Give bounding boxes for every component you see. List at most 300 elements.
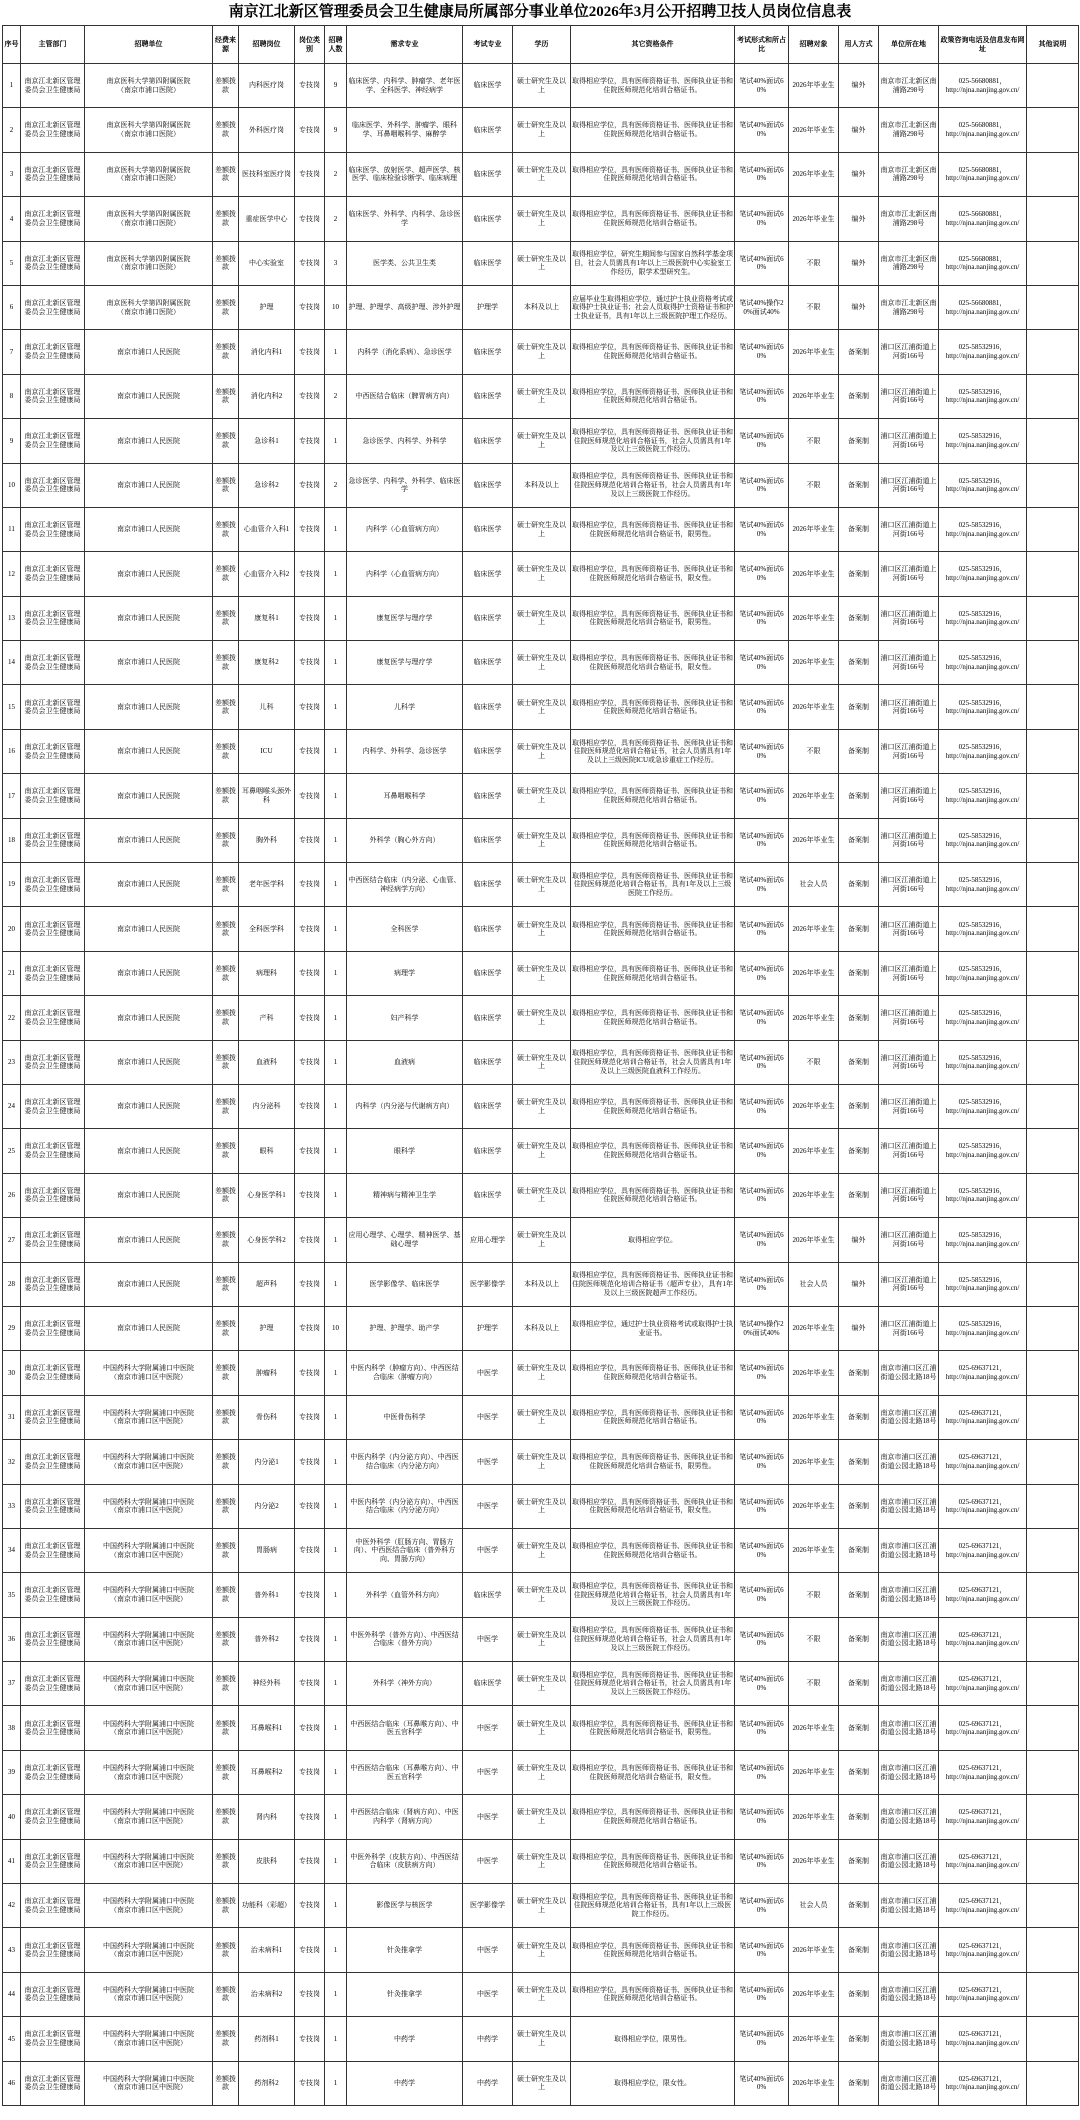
cell-no: 12: [3, 552, 21, 596]
cell-target: 2026年毕业生: [789, 818, 839, 862]
cell-post: 医技科室医疗岗: [239, 152, 295, 196]
cell-funding: 差额拨款: [213, 1306, 239, 1350]
job-positions-table: [2, 25, 1079, 2106]
cell-location: 南京市江北新区南浦路298号: [879, 64, 939, 108]
cell-education: 本科及以上: [513, 1306, 571, 1350]
cell-dept: 南京江北新区管理委员会卫生健康局: [21, 996, 85, 1040]
cell-education: 硕士研究生及以上: [513, 2061, 571, 2105]
cell-category: 专技岗: [295, 1573, 325, 1617]
cell-location: 浦口区江浦街道上河街166号: [879, 596, 939, 640]
table-row: [3, 996, 1079, 1040]
info-url-link[interactable]: http://njna.nanjing.gov.cn/: [945, 485, 1020, 494]
cell-exam-major: 临床医学: [463, 818, 513, 862]
cell-post: 治未病科2: [239, 1972, 295, 2016]
cell-employment: 备案制: [839, 1040, 879, 1084]
cell-post: 心血管介入科1: [239, 507, 295, 551]
cell-location: 浦口区江浦街道上河街166号: [879, 1129, 939, 1173]
cell-dept: 南京江北新区管理委员会卫生健康局: [21, 1662, 85, 1706]
cell-target: 2026年毕业生: [789, 907, 839, 951]
cell-requirements: 取得相应学位，研究生期间参与国家自然科学基金项目，社会人员需具有1年以上三级医院中心实验室工作经历，限学术型研究生。: [571, 241, 735, 285]
cell-dept: 南京江北新区管理委员会卫生健康局: [21, 641, 85, 685]
info-url-link[interactable]: http://njna.nanjing.gov.cn/: [945, 1328, 1020, 1337]
cell-requirements: 取得相应学位，具有医师资格证书、医师执业证书和住院医师规范化培训合格证书。: [571, 64, 735, 108]
info-url-link[interactable]: http://njna.nanjing.gov.cn/: [945, 1950, 1020, 1959]
cell-major: 中西医结合临床（脾胃病方向）: [347, 374, 463, 418]
cell-count: 1: [325, 1262, 347, 1306]
cell-unit: 南京医科大学第四附属医院 （南京市浦口医院）: [85, 152, 213, 196]
cell-contact: [939, 863, 1027, 907]
cell-location: 浦口区江浦街道上河街166号: [879, 774, 939, 818]
cell-post: 胃肠病: [239, 1528, 295, 1572]
cell-contact: [939, 1129, 1027, 1173]
cell-funding: 差额拨款: [213, 1839, 239, 1883]
cell-education: 硕士研究生及以上: [513, 863, 571, 907]
cell-count: 1: [325, 1662, 347, 1706]
cell-unit: 南京市浦口人民医院: [85, 507, 213, 551]
info-url-link[interactable]: http://njna.nanjing.gov.cn/: [945, 1994, 1020, 2003]
cell-unit: 南京市浦口人民医院: [85, 1040, 213, 1084]
info-url-link[interactable]: http://njna.nanjing.gov.cn/: [945, 1151, 1020, 1160]
info-url-link[interactable]: http://njna.nanjing.gov.cn/: [945, 1195, 1020, 1204]
cell-exam-major: 临床医学: [463, 197, 513, 241]
cell-funding: 差额拨款: [213, 197, 239, 241]
info-url-link[interactable]: http://njna.nanjing.gov.cn/: [945, 2083, 1020, 2092]
cell-requirements: 取得相应学位，具有医师资格证书、医师执业证书和住院医师规范化培训合格证书。: [571, 996, 735, 1040]
cell-post: 皮肤科: [239, 1839, 295, 1883]
info-url-link[interactable]: http://njna.nanjing.gov.cn/: [945, 1017, 1020, 1026]
cell-post: 心身医学科2: [239, 1218, 295, 1262]
cell-unit: 南京市浦口人民医院: [85, 996, 213, 1040]
cell-count: 2: [325, 463, 347, 507]
cell-requirements: 取得相应学位，具有医师资格证书、医师执业证书和住院医师规范化培训合格证书。: [571, 685, 735, 729]
table-row: [3, 596, 1079, 640]
info-url-link[interactable]: http://njna.nanjing.gov.cn/: [945, 1550, 1020, 1559]
cell-major: 外科学（血管外科方向）: [347, 1573, 463, 1617]
info-url-link[interactable]: http://njna.nanjing.gov.cn/: [945, 352, 1020, 361]
cell-count: 1: [325, 419, 347, 463]
info-url-link[interactable]: http://njna.nanjing.gov.cn/: [945, 1373, 1020, 1382]
cell-no: 45: [3, 2017, 21, 2061]
cell-notes: [1027, 1928, 1079, 1972]
cell-funding: 差额拨款: [213, 152, 239, 196]
cell-post: 中心实验室: [239, 241, 295, 285]
cell-post: 肾内科: [239, 1795, 295, 1839]
cell-dept: 南京江北新区管理委员会卫生健康局: [21, 818, 85, 862]
cell-notes: [1027, 1795, 1079, 1839]
contact-phone: 025-58532916，: [958, 1009, 1007, 1018]
cell-location: 浦口区江浦街道上河街166号: [879, 818, 939, 862]
cell-education: 硕士研究生及以上: [513, 152, 571, 196]
cell-contact: [939, 1573, 1027, 1617]
cell-count: 2: [325, 152, 347, 196]
cell-dept: 南京江北新区管理委员会卫生健康局: [21, 1706, 85, 1750]
contact-phone: 025-58532916，: [958, 521, 1007, 529]
cell-contact: [939, 729, 1027, 773]
contact-phone: 025-58532916，: [958, 1186, 1007, 1195]
cell-funding: 差额拨款: [213, 951, 239, 995]
cell-employment: 备案制: [839, 1750, 879, 1794]
cell-location: 南京市浦口区江浦街道公园北路18号: [879, 1528, 939, 1572]
cell-employment: 编外: [839, 1262, 879, 1306]
info-url-link[interactable]: http://njna.nanjing.gov.cn/: [945, 1594, 1020, 1603]
contact-phone: 025-58532916，: [958, 654, 1007, 663]
cell-unit: 南京市浦口人民医院: [85, 729, 213, 773]
cell-funding: 差额拨款: [213, 729, 239, 773]
cell-exam-form: 笔试40%面试60%: [735, 1617, 789, 1661]
info-url-link[interactable]: http://njna.nanjing.gov.cn/: [945, 1683, 1020, 1692]
cell-no: 32: [3, 1440, 21, 1484]
cell-post: 耳鼻喉科2: [239, 1750, 295, 1794]
cell-notes: [1027, 1084, 1079, 1128]
info-url-link[interactable]: http://njna.nanjing.gov.cn/: [945, 396, 1020, 405]
table-row: [3, 1972, 1079, 2016]
info-url-link[interactable]: http://njna.nanjing.gov.cn/: [945, 884, 1020, 893]
cell-target: 不限: [789, 241, 839, 285]
table-row: [3, 1262, 1079, 1306]
cell-major: 妇产科学: [347, 996, 463, 1040]
cell-notes: [1027, 419, 1079, 463]
cell-target: 2026年毕业生: [789, 1484, 839, 1528]
info-url-link[interactable]: http://njna.nanjing.gov.cn/: [945, 130, 1020, 139]
info-url-link[interactable]: http://njna.nanjing.gov.cn/: [945, 1728, 1020, 1737]
cell-contact: [939, 1084, 1027, 1128]
contact-phone: 025-58532916，: [958, 1053, 1007, 1062]
cell-requirements: 取得相应学位，具有医师资格证书、医师执业证书和住院医师规范化培训合格证书，具有1年以上三级医院工作经历。: [571, 1884, 735, 1928]
cell-count: 1: [325, 1928, 347, 1972]
info-url-link[interactable]: http://njna.nanjing.gov.cn/: [945, 929, 1020, 938]
cell-dept: 南京江北新区管理委员会卫生健康局: [21, 1750, 85, 1794]
cell-notes: [1027, 1662, 1079, 1706]
cell-education: 本科及以上: [513, 285, 571, 329]
info-url-link[interactable]: http://njna.nanjing.gov.cn/: [945, 1417, 1020, 1426]
info-url-link[interactable]: http://njna.nanjing.gov.cn/: [945, 1461, 1020, 1470]
cell-exam-form: 笔试40%面试60%: [735, 1040, 789, 1084]
cell-unit: 南京医科大学第四附属医院 （南京市浦口医院）: [85, 241, 213, 285]
cell-category: 专技岗: [295, 641, 325, 685]
cell-dept: 南京江北新区管理委员会卫生健康局: [21, 1839, 85, 1883]
cell-exam-major: 医学影像学: [463, 1262, 513, 1306]
table-row: [3, 818, 1079, 862]
cell-category: 专技岗: [295, 1839, 325, 1883]
info-url-link[interactable]: http://njna.nanjing.gov.cn/: [945, 440, 1020, 449]
cell-dept: 南京江北新区管理委员会卫生健康局: [21, 951, 85, 995]
cell-category: 专技岗: [295, 1351, 325, 1395]
cell-major: 临床医学、内科学、肿瘤学、老年医学、全科医学、神经病学: [347, 64, 463, 108]
cell-education: 硕士研究生及以上: [513, 641, 571, 685]
cell-exam-form: 笔试40%面试60%: [735, 2017, 789, 2061]
cell-unit: 南京市浦口人民医院: [85, 907, 213, 951]
cell-education: 硕士研究生及以上: [513, 1928, 571, 1972]
cell-employment: 备案制: [839, 1484, 879, 1528]
info-url-link[interactable]: http://njna.nanjing.gov.cn/: [945, 1772, 1020, 1781]
cell-dept: 南京江北新区管理委员会卫生健康局: [21, 1351, 85, 1395]
info-url-link[interactable]: http://njna.nanjing.gov.cn/: [945, 1506, 1020, 1515]
cell-location: 南京市浦口区江浦街道公园北路18号: [879, 1484, 939, 1528]
cell-post: 普外科1: [239, 1573, 295, 1617]
cell-post: 产科: [239, 996, 295, 1040]
cell-exam-form: 笔试40%面试60%: [735, 863, 789, 907]
cell-unit: 南京市浦口人民医院: [85, 685, 213, 729]
cell-major: 中医外科学（皮肤方向）、中西医结合临床（皮肤病方向）: [347, 1839, 463, 1883]
cell-exam-form: 笔试40%面试60%: [735, 463, 789, 507]
cell-funding: 差额拨款: [213, 1972, 239, 2016]
cell-target: 2026年毕业生: [789, 1306, 839, 1350]
cell-post: 骨伤科: [239, 1395, 295, 1439]
cell-category: 专技岗: [295, 1040, 325, 1084]
cell-requirements: 取得相应学位，具有医师资格证书、医师执业证书和住院医师规范化培训合格证书，限女性。: [571, 552, 735, 596]
cell-unit: 南京市浦口人民医院: [85, 1218, 213, 1262]
cell-dept: 南京江北新区管理委员会卫生健康局: [21, 374, 85, 418]
cell-location: 浦口区江浦街道上河街166号: [879, 1173, 939, 1217]
info-url-link[interactable]: http://njna.nanjing.gov.cn/: [945, 662, 1020, 671]
cell-contact: [939, 152, 1027, 196]
info-url-link[interactable]: http://njna.nanjing.gov.cn/: [945, 1816, 1020, 1825]
info-url-link[interactable]: http://njna.nanjing.gov.cn/: [945, 795, 1020, 804]
cell-category: 专技岗: [295, 996, 325, 1040]
cell-funding: 差额拨款: [213, 1750, 239, 1794]
cell-exam-major: 中医学: [463, 1617, 513, 1661]
cell-target: 2026年毕业生: [789, 64, 839, 108]
cell-major: 内科学（心血管病方向）: [347, 552, 463, 596]
cell-funding: 差额拨款: [213, 1884, 239, 1928]
cell-requirements: 取得相应学位，具有医师资格证书、医师执业证书和住院医师规范化培训合格证书，限男性。: [571, 596, 735, 640]
cell-education: 硕士研究生及以上: [513, 1395, 571, 1439]
cell-major: 康复医学与理疗学: [347, 596, 463, 640]
cell-notes: [1027, 951, 1079, 995]
cell-location: 南京市江北新区南浦路298号: [879, 197, 939, 241]
cell-education: 硕士研究生及以上: [513, 818, 571, 862]
info-url-link[interactable]: http://njna.nanjing.gov.cn/: [945, 307, 1020, 316]
info-url-link[interactable]: http://njna.nanjing.gov.cn/: [945, 1239, 1020, 1248]
cell-unit: 南京市浦口人民医院: [85, 863, 213, 907]
cell-employment: 编外: [839, 285, 879, 329]
cell-major: 护理、护理学、助产学: [347, 1306, 463, 1350]
cell-location: 南京市浦口区江浦街道公园北路18号: [879, 1395, 939, 1439]
table-row: [3, 1706, 1079, 1750]
cell-funding: 差额拨款: [213, 1173, 239, 1217]
cell-funding: 差额拨款: [213, 907, 239, 951]
cell-exam-major: 临床医学: [463, 1173, 513, 1217]
cell-requirements: 取得相应学位，具有医师资格证书、医师执业证书和住院医师规范化培训合格证书，社会人员需具有1年及以上三级医院工作经历。: [571, 1617, 735, 1661]
info-url-link[interactable]: http://njna.nanjing.gov.cn/: [945, 973, 1020, 982]
cell-category: 专技岗: [295, 1173, 325, 1217]
cell-notes: [1027, 1351, 1079, 1395]
cell-count: 1: [325, 1440, 347, 1484]
info-url-link[interactable]: http://njna.nanjing.gov.cn/: [945, 1062, 1020, 1071]
cell-requirements: 取得相应学位，具有医师资格证书、医师执业证书和住院医师规范化培训合格证书。: [571, 1528, 735, 1572]
cell-count: 1: [325, 641, 347, 685]
cell-notes: [1027, 64, 1079, 108]
cell-exam-major: 临床医学: [463, 1129, 513, 1173]
contact-phone: 025-58532916，: [958, 876, 1007, 885]
cell-funding: 差额拨款: [213, 552, 239, 596]
cell-funding: 差额拨款: [213, 1573, 239, 1617]
cell-unit: 中国药科大学附属浦口中医院 （南京市浦口区中医院）: [85, 1484, 213, 1528]
cell-location: 浦口区江浦街道上河街166号: [879, 863, 939, 907]
cell-notes: [1027, 863, 1079, 907]
contact-phone: 025-69637121，: [958, 1985, 1007, 1994]
cell-no: 44: [3, 1972, 21, 2016]
table-row: [3, 108, 1079, 152]
cell-dept: 南京江北新区管理委员会卫生健康局: [21, 907, 85, 951]
table-row: [3, 1040, 1079, 1084]
cell-notes: [1027, 1262, 1079, 1306]
cell-employment: 编外: [839, 152, 879, 196]
info-url-link[interactable]: http://njna.nanjing.gov.cn/: [945, 573, 1020, 582]
cell-employment: 备案制: [839, 1173, 879, 1217]
cell-count: 9: [325, 108, 347, 152]
cell-exam-major: 中医学: [463, 1839, 513, 1883]
info-url-link[interactable]: http://njna.nanjing.gov.cn/: [945, 218, 1020, 227]
cell-contact: [939, 1662, 1027, 1706]
contact-phone: 025-56680881，: [958, 121, 1007, 130]
cell-exam-major: 临床医学: [463, 774, 513, 818]
cell-education: 本科及以上: [513, 1262, 571, 1306]
cell-no: 8: [3, 374, 21, 418]
cell-dept: 南京江北新区管理委员会卫生健康局: [21, 596, 85, 640]
cell-post: 普外科2: [239, 1617, 295, 1661]
cell-contact: [939, 1795, 1027, 1839]
cell-target: 2026年毕业生: [789, 1173, 839, 1217]
cell-exam-major: 中医学: [463, 1440, 513, 1484]
info-url-link[interactable]: http://njna.nanjing.gov.cn/: [945, 1106, 1020, 1115]
cell-category: 专技岗: [295, 463, 325, 507]
info-url-link[interactable]: http://njna.nanjing.gov.cn/: [945, 1284, 1020, 1293]
info-url-link[interactable]: http://njna.nanjing.gov.cn/: [945, 529, 1020, 538]
cell-post: 急诊科1: [239, 419, 295, 463]
cell-exam-form: 笔试40%面试60%: [735, 1884, 789, 1928]
cell-exam-major: 临床医学: [463, 330, 513, 374]
cell-unit: 中国药科大学附属浦口中医院 （南京市浦口区中医院）: [85, 1395, 213, 1439]
table-row: [3, 1750, 1079, 1794]
cell-location: 浦口区江浦街道上河街166号: [879, 419, 939, 463]
cell-contact: [939, 996, 1027, 1040]
cell-category: 专技岗: [295, 1617, 325, 1661]
cell-contact: [939, 1306, 1027, 1350]
cell-count: 1: [325, 1795, 347, 1839]
cell-dept: 南京江北新区管理委员会卫生健康局: [21, 1528, 85, 1572]
cell-major: 中医骨伤科学: [347, 1395, 463, 1439]
cell-count: 1: [325, 1528, 347, 1572]
cell-target: 2026年毕业生: [789, 152, 839, 196]
cell-unit: 南京市浦口人民医院: [85, 641, 213, 685]
cell-major: 中医外科学（普外方向）、中西医结合临床（普外方向）: [347, 1617, 463, 1661]
cell-target: 2026年毕业生: [789, 774, 839, 818]
contact-phone: 025-56680881，: [958, 254, 1007, 263]
cell-exam-major: 中医学: [463, 1706, 513, 1750]
cell-dept: 南京江北新区管理委员会卫生健康局: [21, 1884, 85, 1928]
cell-requirements: 取得相应学位，具有医师资格证书、医师执业证书和住院医师规范化培训合格证书。: [571, 1173, 735, 1217]
cell-unit: 中国药科大学附属浦口中医院 （南京市浦口区中医院）: [85, 1928, 213, 1972]
info-url-link[interactable]: http://njna.nanjing.gov.cn/: [945, 2038, 1020, 2047]
column-header-post: 招聘岗位: [239, 26, 295, 64]
cell-major: 应用心理学、心理学、精神医学、基础心理学: [347, 1218, 463, 1262]
info-url-link[interactable]: http://njna.nanjing.gov.cn/: [945, 1861, 1020, 1870]
cell-education: 硕士研究生及以上: [513, 1972, 571, 2016]
contact-phone: 025-69637121，: [958, 1763, 1007, 1772]
cell-target: 2026年毕业生: [789, 1351, 839, 1395]
info-url-link[interactable]: http://njna.nanjing.gov.cn/: [945, 174, 1020, 183]
cell-post: 心身医学科1: [239, 1173, 295, 1217]
cell-location: 南京市江北新区南浦路298号: [879, 241, 939, 285]
table-row: [3, 863, 1079, 907]
info-url-link[interactable]: http://njna.nanjing.gov.cn/: [945, 85, 1020, 94]
cell-requirements: 取得相应学位，具有医师资格证书、医师执业证书和住院医师规范化培训合格证书，社会人员需具有1年及以上三级医院工作经历。: [571, 463, 735, 507]
cell-contact: [939, 1395, 1027, 1439]
cell-post: 神经外科: [239, 1662, 295, 1706]
cell-education: 硕士研究生及以上: [513, 197, 571, 241]
cell-major: 急诊医学、内科学、外科学: [347, 419, 463, 463]
cell-no: 10: [3, 463, 21, 507]
cell-location: 南京市江北新区南浦路298号: [879, 108, 939, 152]
cell-target: 2026年毕业生: [789, 1928, 839, 1972]
contact-phone: 025-58532916，: [958, 565, 1007, 574]
cell-target: 社会人员: [789, 1262, 839, 1306]
cell-notes: [1027, 1395, 1079, 1439]
cell-notes: [1027, 774, 1079, 818]
cell-post: 内分泌科: [239, 1084, 295, 1128]
cell-location: 南京市浦口区江浦街道公园北路18号: [879, 1839, 939, 1883]
cell-target: 2026年毕业生: [789, 1839, 839, 1883]
cell-location: 浦口区江浦街道上河街166号: [879, 330, 939, 374]
cell-post: 超声科: [239, 1262, 295, 1306]
contact-phone: 025-69637121，: [958, 1808, 1007, 1817]
cell-notes: [1027, 1484, 1079, 1528]
info-url-link[interactable]: http://njna.nanjing.gov.cn/: [945, 1639, 1020, 1648]
cell-employment: 备案制: [839, 729, 879, 773]
table-row: [3, 1662, 1079, 1706]
cell-unit: 南京医科大学第四附属医院 （南京市浦口医院）: [85, 64, 213, 108]
cell-education: 硕士研究生及以上: [513, 552, 571, 596]
info-url-link[interactable]: http://njna.nanjing.gov.cn/: [945, 1905, 1020, 1914]
cell-count: 1: [325, 507, 347, 551]
info-url-link[interactable]: http://njna.nanjing.gov.cn/: [945, 618, 1020, 627]
cell-no: 43: [3, 1928, 21, 1972]
cell-contact: [939, 1528, 1027, 1572]
contact-phone: 025-69637121，: [958, 1630, 1007, 1639]
cell-education: 硕士研究生及以上: [513, 374, 571, 418]
cell-unit: 南京市浦口人民医院: [85, 463, 213, 507]
table-row: [3, 152, 1079, 196]
cell-count: 2: [325, 374, 347, 418]
contact-phone: 025-58532916，: [958, 964, 1007, 973]
cell-count: 1: [325, 2017, 347, 2061]
cell-unit: 中国药科大学附属浦口中医院 （南京市浦口区中医院）: [85, 1617, 213, 1661]
cell-exam-form: 笔试40%面试60%: [735, 1972, 789, 2016]
info-url-link[interactable]: http://njna.nanjing.gov.cn/: [945, 707, 1020, 716]
cell-requirements: 取得相应学位，具有医师资格证书、医师执业证书和住院医师规范化培训合格证书。: [571, 818, 735, 862]
cell-exam-form: 笔试40%面试60%: [735, 1440, 789, 1484]
cell-dept: 南京江北新区管理委员会卫生健康局: [21, 197, 85, 241]
cell-target: 不限: [789, 729, 839, 773]
info-url-link[interactable]: http://njna.nanjing.gov.cn/: [945, 751, 1020, 760]
cell-exam-major: 临床医学: [463, 1573, 513, 1617]
cell-education: 硕士研究生及以上: [513, 1706, 571, 1750]
info-url-link[interactable]: http://njna.nanjing.gov.cn/: [945, 840, 1020, 849]
table-row: [3, 1084, 1079, 1128]
cell-dept: 南京江北新区管理委员会卫生健康局: [21, 1972, 85, 2016]
cell-location: 南京市浦口区江浦街道公园北路18号: [879, 2061, 939, 2105]
info-url-link[interactable]: http://njna.nanjing.gov.cn/: [945, 263, 1020, 272]
cell-location: 南京市浦口区江浦街道公园北路18号: [879, 1706, 939, 1750]
cell-count: 1: [325, 1750, 347, 1794]
cell-employment: 备案制: [839, 863, 879, 907]
cell-location: 浦口区江浦街道上河街166号: [879, 951, 939, 995]
cell-major: 外科学（神外方向）: [347, 1662, 463, 1706]
cell-exam-major: 临床医学: [463, 641, 513, 685]
cell-category: 专技岗: [295, 863, 325, 907]
cell-education: 硕士研究生及以上: [513, 419, 571, 463]
